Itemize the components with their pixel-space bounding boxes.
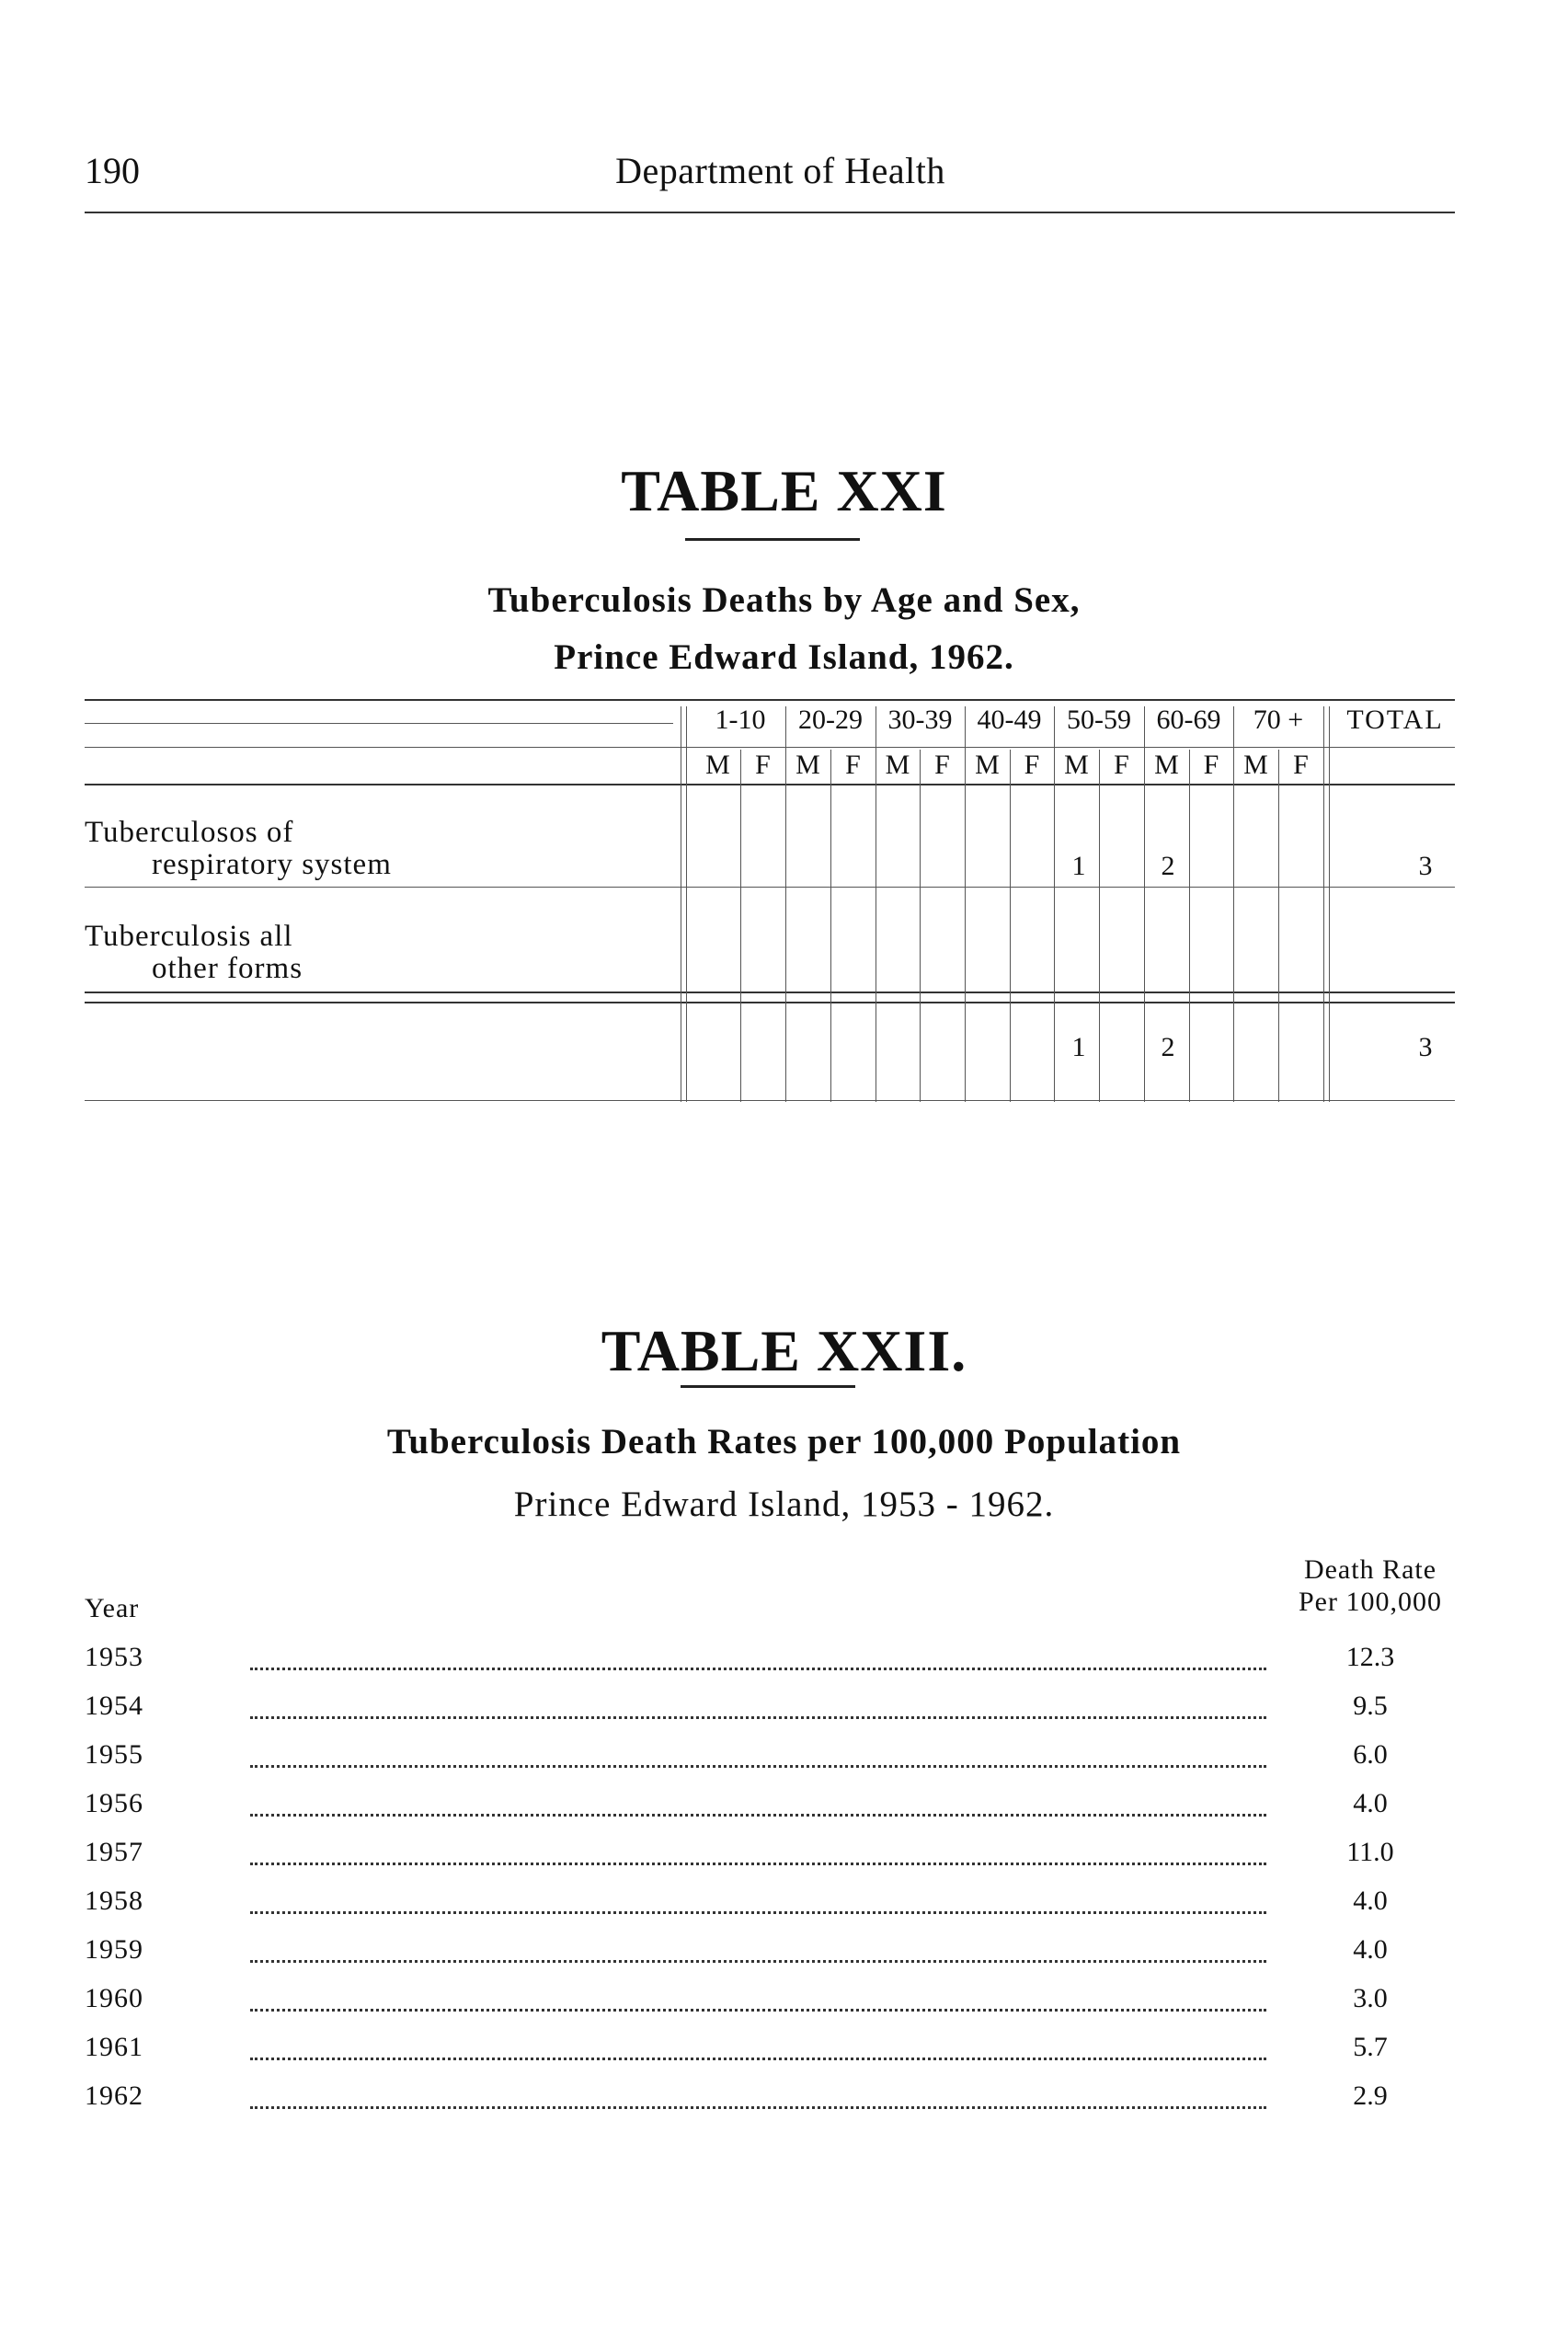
table-row xyxy=(0,1739,1568,1771)
sex-header: M xyxy=(705,750,730,780)
sex-header: F xyxy=(934,750,950,780)
table-row xyxy=(0,1886,1568,1918)
leader-dots xyxy=(250,2058,1266,2060)
leader-dots xyxy=(250,1668,1266,1670)
table21-top-rule xyxy=(85,699,1455,701)
table21-vline xyxy=(1329,706,1330,1102)
leader-dots xyxy=(250,1863,1266,1865)
table22-subtitle-1: Tuberculosis Death Rates per 100,000 Population xyxy=(386,1422,1182,1462)
rate-cell: 12.3 xyxy=(1345,1642,1395,1672)
table21-vline xyxy=(1189,750,1190,1102)
rate-cell: 4.0 xyxy=(1353,1934,1388,1965)
rate-cell: 5.7 xyxy=(1353,2032,1388,2062)
year-cell: 1960 xyxy=(85,1983,143,2013)
sex-header: F xyxy=(1114,750,1129,780)
sex-header: F xyxy=(755,750,771,780)
rate-cell: 9.5 xyxy=(1353,1691,1388,1721)
sex-header: M xyxy=(1243,750,1268,780)
table-row xyxy=(0,2032,1568,2064)
table22 xyxy=(0,1545,1568,2115)
age-group-header: 20-29 xyxy=(798,705,863,735)
year-cell: 1959 xyxy=(85,1934,143,1965)
sex-header: M xyxy=(795,750,820,780)
sex-header: M xyxy=(975,750,1000,780)
table-row xyxy=(0,2081,1568,2113)
leader-dots xyxy=(250,1765,1266,1768)
table21-total-rule-2 xyxy=(85,1002,1455,1003)
table-row xyxy=(0,1983,1568,2015)
table-row xyxy=(0,1934,1568,1966)
year-cell: 1953 xyxy=(85,1642,143,1672)
table21-bottom-rule xyxy=(85,1100,1455,1101)
sex-header: F xyxy=(1203,750,1219,780)
cell-value: 2 xyxy=(1161,1032,1175,1062)
table-row xyxy=(0,1788,1568,1820)
age-group-header: 70 + xyxy=(1253,705,1304,735)
leader-dots xyxy=(250,2009,1266,2012)
table-row xyxy=(0,1691,1568,1723)
table21-subtitle-2: Prince Edward Island, 1962. xyxy=(554,637,1014,677)
sex-header: M xyxy=(1064,750,1089,780)
table21-row1-rule xyxy=(85,887,1455,888)
row-label: Tuberculosos of xyxy=(85,816,294,849)
rate-cell: 4.0 xyxy=(1353,1886,1388,1916)
year-cell: 1954 xyxy=(85,1691,143,1721)
year-cell: 1962 xyxy=(85,2081,143,2111)
rate-cell: 6.0 xyxy=(1353,1739,1388,1770)
cell-total: 3 xyxy=(1418,1032,1433,1062)
table21-top-rule-2 xyxy=(85,723,673,724)
cell-total: 3 xyxy=(1418,851,1433,881)
rate-cell: 4.0 xyxy=(1353,1788,1388,1818)
table21 xyxy=(0,0,1568,1122)
sex-header: M xyxy=(1154,750,1179,780)
age-group-header: 1-10 xyxy=(715,705,766,735)
table-row xyxy=(0,1642,1568,1674)
table22-subtitle-2: Prince Edward Island, 1953 - 1962. xyxy=(513,1485,1055,1524)
year-cell: 1958 xyxy=(85,1886,143,1916)
table21-vline xyxy=(1099,750,1100,1102)
table21-vline xyxy=(686,706,687,1102)
row-label: other forms xyxy=(152,952,303,985)
table22-title: TABLE XXII. xyxy=(601,1318,967,1383)
table21-subheader-rule xyxy=(85,784,1455,785)
table22-title-rule xyxy=(681,1385,855,1388)
age-group-header: 50-59 xyxy=(1067,705,1131,735)
cell-value: 2 xyxy=(1161,851,1175,881)
rate-cell: 2.9 xyxy=(1353,2081,1388,2111)
table21-title: TABLE XXI xyxy=(621,458,947,523)
cell-value: 1 xyxy=(1071,851,1086,881)
age-group-header: 30-39 xyxy=(887,705,953,735)
table21-vline xyxy=(1323,706,1324,1102)
running-header-text: Department of Health xyxy=(615,150,945,191)
leader-dots xyxy=(250,1960,1266,1963)
rate-header-1: Death Rate xyxy=(1303,1554,1437,1585)
table21-vline xyxy=(830,750,831,1102)
table21-vline xyxy=(1278,750,1279,1102)
rate-cell: 11.0 xyxy=(1346,1837,1394,1867)
age-group-header: 60-69 xyxy=(1156,705,1221,735)
row-label: Tuberculosis all xyxy=(85,920,293,953)
cell-value: 1 xyxy=(1071,1032,1086,1062)
rate-header-2: Per 100,000 xyxy=(1299,1587,1442,1617)
year-cell: 1957 xyxy=(85,1837,143,1867)
year-header: Year xyxy=(85,1593,140,1623)
year-cell: 1956 xyxy=(85,1788,143,1818)
page-number: 190 xyxy=(85,150,140,191)
table21-vline xyxy=(1010,750,1011,1102)
table21-total-rule-1 xyxy=(85,992,1455,993)
year-cell: 1955 xyxy=(85,1739,143,1770)
rate-cell: 3.0 xyxy=(1353,1983,1388,2013)
year-cell: 1961 xyxy=(85,2032,143,2062)
leader-dots xyxy=(250,2106,1266,2109)
table21-vline xyxy=(920,750,921,1102)
sex-header: M xyxy=(885,750,910,780)
table-row xyxy=(0,1837,1568,1869)
table21-subtitle-1: Tuberculosis Deaths by Age and Sex, xyxy=(487,580,1081,620)
total-header: TOTAL xyxy=(1346,705,1444,735)
sex-header: F xyxy=(845,750,861,780)
age-group-header: 40-49 xyxy=(977,705,1042,735)
leader-dots xyxy=(250,1814,1266,1817)
leader-dots xyxy=(250,1716,1266,1719)
row-label: respiratory system xyxy=(152,848,392,881)
sex-header: F xyxy=(1024,750,1040,780)
table21-vline xyxy=(740,750,741,1102)
sex-header: F xyxy=(1293,750,1309,780)
leader-dots xyxy=(250,1911,1266,1914)
table21-header-rule xyxy=(85,747,1455,748)
